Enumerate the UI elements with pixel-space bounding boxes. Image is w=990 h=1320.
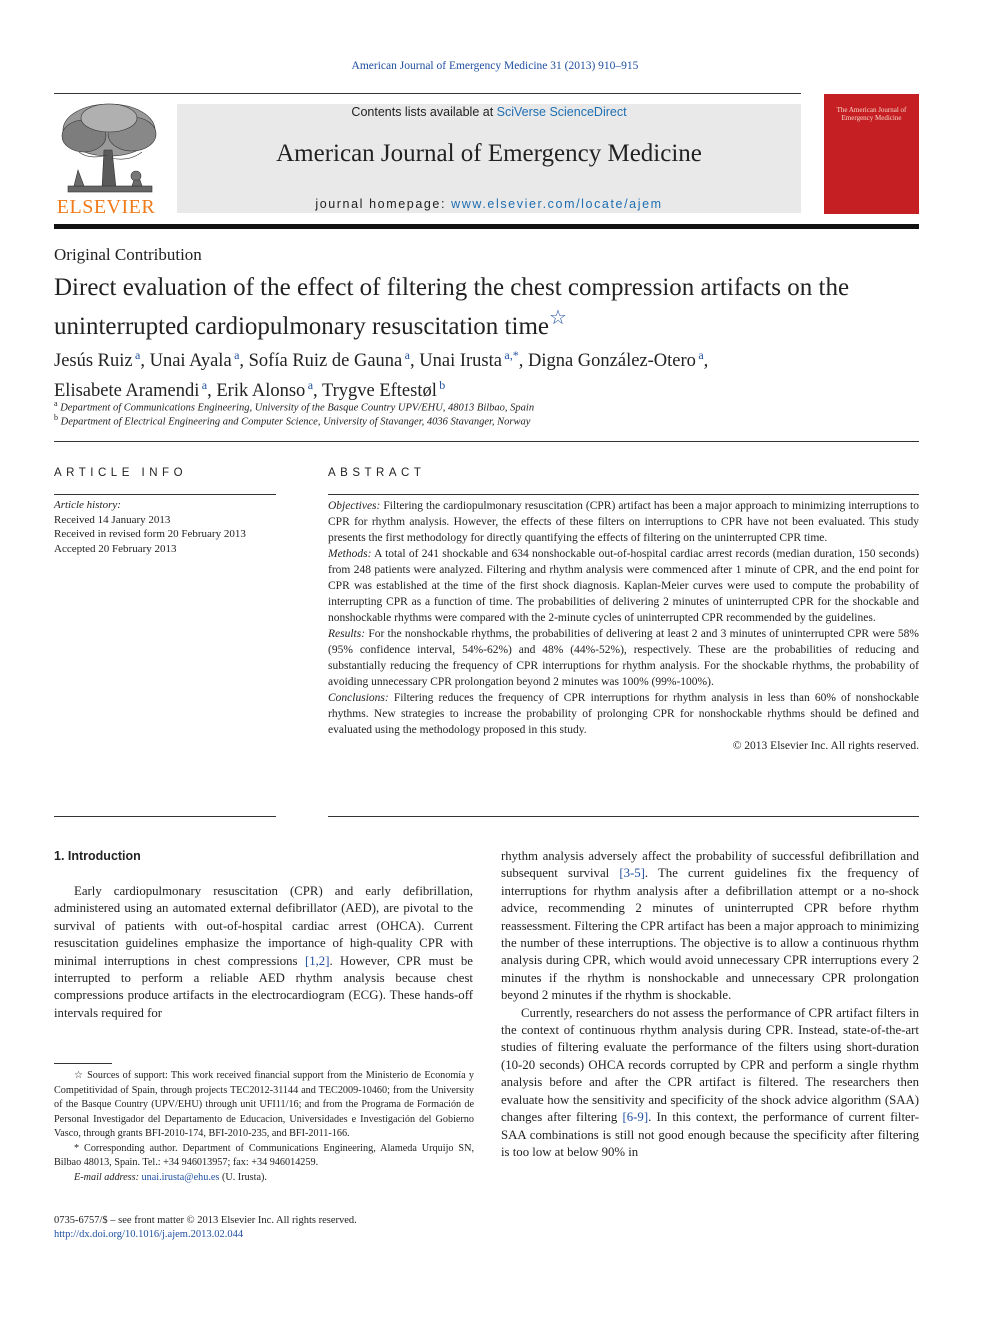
intro-left-column [54,883,473,1022]
revised-date: Received in revised form 20 February 2013 [54,528,246,540]
author-affiliation-mark[interactable]: b [439,378,446,393]
email-link[interactable]: unai.irusta@ehu.es [141,1171,220,1183]
paragraph: Early cardiopulmonary resuscitation (CPR) and early defibrillation, administered using an automated external defibrillator (AED), are pivotal to the survival of patients with out-of-hospital cardiac arrest (OHCA). Current resuscitation guidelines emphasize the importance of high-quality CPR with minimal interruptions in chest compressions [1,2]. However, CPR must be interrupted to perform a reliable AED rhythm analysis because chest compressions produce artifacts in the electrocardiogram (ECG). These hands-off intervals required for [54,884,473,1020]
abstract-objectives: Objectives: Filtering the cardiopulmonary resuscitation (CPR) artifact has been a major approach to minimizing interruptions to CPR for rhythm analysis. However, the effects of these filters on interruptions to CPR have not been evaluated. This study presents the first methodology for directly quantifying the effects of filtering on the uninterrupted CPR time. [328,500,919,544]
section-type: Original Contribution [54,245,202,264]
section-heading-introduction: 1. Introduction [54,849,141,863]
homepage-link[interactable]: www.elsevier.com/locate/ajem [451,197,663,211]
received-date: Received 14 January 2013 [54,513,171,526]
footnote-rule [54,1063,112,1064]
history-label: Article history: [54,499,121,511]
author-name[interactable]: Unai Ayala [149,351,232,372]
elsevier-wordmark: ELSEVIER [56,196,156,218]
title-footnote-star[interactable]: ☆ [549,307,567,329]
doi-link[interactable]: http://dx.doi.org/10.1016/j.ajem.2013.02.044 [54,1229,244,1240]
abstract-rule [328,494,919,495]
affiliation-b: $^b$ Department of Electrical Engineering and Computer Science, University of Stavanger, 4036 Stavanger, Norway [54,413,531,428]
abstract-methods: Methods: A total of 241 shockable and 634 nonshockable out-of-hospital cardiac arrest records (median duration, 150 seconds) from 248 patients were analyzed. Filtering and rhythm analysis were commenced after 1 minute of CPR, and the end point for CPR was established at the time of the first shock diagnosis. Kaplan-Meier curves were used to compute the probability of interrupting CPR as a function of time. The probabilities of delivering 2 minutes of uninterrupted CPR for the shockable and nonshockable rhythms were compared with the 2-minute cycles of uninterrupted CPR recommended by the guidelines. [328,548,919,624]
author-list: Jesús Ruiz $^a$, Unai Ayala $^a$, Sofía Ruiz de Gauna $^a$, Unai Irusta $^{a,*}$, Digna González-Otero $^a$, Elisabete Aramendi $^a$, Erik Alonso $^a$, Trygve Eftestøl $^b$ [54,348,709,402]
header-thick-rule [54,224,919,229]
journal-citation[interactable]: American Journal of Emergency Medicine 31 (2013) 910–915 [351,60,639,72]
article-info-rule [54,494,276,495]
article-title [54,273,919,342]
footnote-support: ☆ Sources of support: This work received financial support from the Ministerio de Economía y Competitividad of Spain, through projects TEC2012-31144 and TEC2009-10460; from the University of the Basque Country (UPV/EHU) through unit UFI11/16; and from the Programa de Formación de Personal Investigador del Departamento de Educacion, Universidades e Investigación del Gobierno Vasco, through grants BFI-2010-174, BFI-2010-235, and BFI-2011-166. [54,1070,474,1139]
journal-homepage [177,197,801,211]
article-history [54,498,276,556]
footnote-corresponding: * Corresponding author. Department of Communications Engineering, Alameda Urquijo SN, Bilbao 48013, Spain. Tel.: +34 946013957; fax: +34 946014259. [54,1142,474,1168]
author-affiliation-mark[interactable]: a [234,348,240,362]
paragraph: rhythm analysis adversely affect the probability of successful defibrillation and subsequent survival [3-5]. The current guidelines fix the frequency of interruptions for rhythm analysis after a defibrillation attempt or a no-shock advice, recommending 2 minutes of uninterrupted CPR before rhythm reassessment. Filtering the CPR artifact has been a major approach to minimizing the number of these interruptions. The objective is to allow a continuous rhythm analysis during CPR, which would avoid unnecessary CPR interruptions every 2 minutes if the rhythm is nonshockable and unnecessary CPR prolongation beyond 2 minutes if the rhythm is shockable. [501,849,919,1003]
front-matter-info [54,1214,474,1242]
abstract-bottom-rule [328,816,919,817]
affiliation-a: $^a$ Department of Communications Engineering, University of the Basque Country UPV/EHU, 48013 Bilbao, Spain [54,399,535,414]
divider [54,441,919,442]
author-affiliation-mark[interactable]: a [201,378,208,393]
abstract-results: Results: For the nonshockable rhythms, the probabilities of delivering at least 2 and 3 minutes of uninterrupted CPR were 58% (95% confidence interval, 54%-62%) and 48% (44%-52%), respectively. These are the probabilities of reducing and substantially reducing the frequency of CPR interruptions for rhythm analysis. For the shockable rhythms, the probability of avoiding unnecessary CPR prolongation beyond 2 minutes was 100% (99%-100%). [328,628,919,688]
article-info-heading: ARTICLE INFO [54,467,188,479]
contents-line [177,105,801,119]
author-name[interactable]: Elisabete Aramendi [54,381,200,402]
author-name[interactable]: Digna González-Otero [527,351,696,372]
abstract-heading: ABSTRACT [328,467,426,479]
reference-link[interactable]: [3-5] [619,866,645,881]
author-name[interactable]: Sofía Ruiz de Gauna [248,351,403,372]
footnote-email: E-mail address: unai.irusta@ehu.es (U. Irusta). [74,1171,267,1183]
intro-right-column [501,848,919,1161]
article-info-bottom-rule [54,816,276,817]
accepted-date: Accepted 20 February 2013 [54,542,177,555]
author-name[interactable]: Erik Alonso [216,381,306,402]
issn-line: 0735-6757/$ – see front matter © 2013 Elsevier Inc. All rights reserved. [54,1215,357,1226]
reference-link[interactable]: [1,2] [304,953,330,968]
author-name[interactable]: Jesús Ruiz [54,351,133,372]
footnotes [54,1069,474,1185]
author-affiliation-mark[interactable]: a [307,378,314,393]
sciencedirect-link[interactable]: SciVerse ScienceDirect [496,105,627,119]
journal-cover [824,94,919,214]
reference-link[interactable]: [6-9] [622,1110,649,1125]
contents-prefix: Contents lists available at [351,105,497,119]
abstract-body [328,498,919,754]
author-name[interactable]: Trygve Eftestøl [321,381,437,402]
cover-title: The American Journal of Emergency Medicine [836,106,907,122]
homepage-prefix: journal homepage: [315,197,452,211]
header-rule [54,93,801,94]
abstract-copyright: © 2013 Elsevier Inc. All rights reserved. [732,740,919,752]
journal-title: American Journal of Emergency Medicine [276,140,702,167]
author-affiliation-mark[interactable]: a [135,348,141,362]
paragraph: Currently, researchers do not assess the performance of CPR artifact filters in the context of continuous rhythm analysis during CPR. Instead, state-of-the-art studies of filtering evaluate the performance of the filters using short-duration (10-20 seconds) OHCA records corrupted by CPR and perform a single rhythm analysis before and after the CPR artifact is filtered. The researchers then evaluate how the sensitivity and specificity of the shock advice algorithm (SAA) changes after filtering [6-9]. In this context, the performance of current filter-SAA combinations is still not good enough because the specificity after filtering is too low at below 90% in [501,1005,919,1159]
abstract-conclusions: Conclusions: Filtering reduces the frequency of CPR interruptions for rhythm analysis in less than 60% of nonshockable rhythms. New strategies to increase the probability of prolonging CPR for nonshockable rhythms should be defined and evaluated using the methodology proposed in this study. [328,692,919,736]
author-affiliation-mark[interactable]: a [698,348,704,362]
author-affiliation-mark[interactable]: a,* [504,348,519,362]
author-affiliation-mark[interactable]: a [404,348,410,362]
article-title-text: Direct evaluation of the effect of filtering the chest compression artifacts on the uninterrupted cardiopulmonary resuscitation time [54,274,850,340]
author-name[interactable]: Unai Irusta [419,351,502,372]
